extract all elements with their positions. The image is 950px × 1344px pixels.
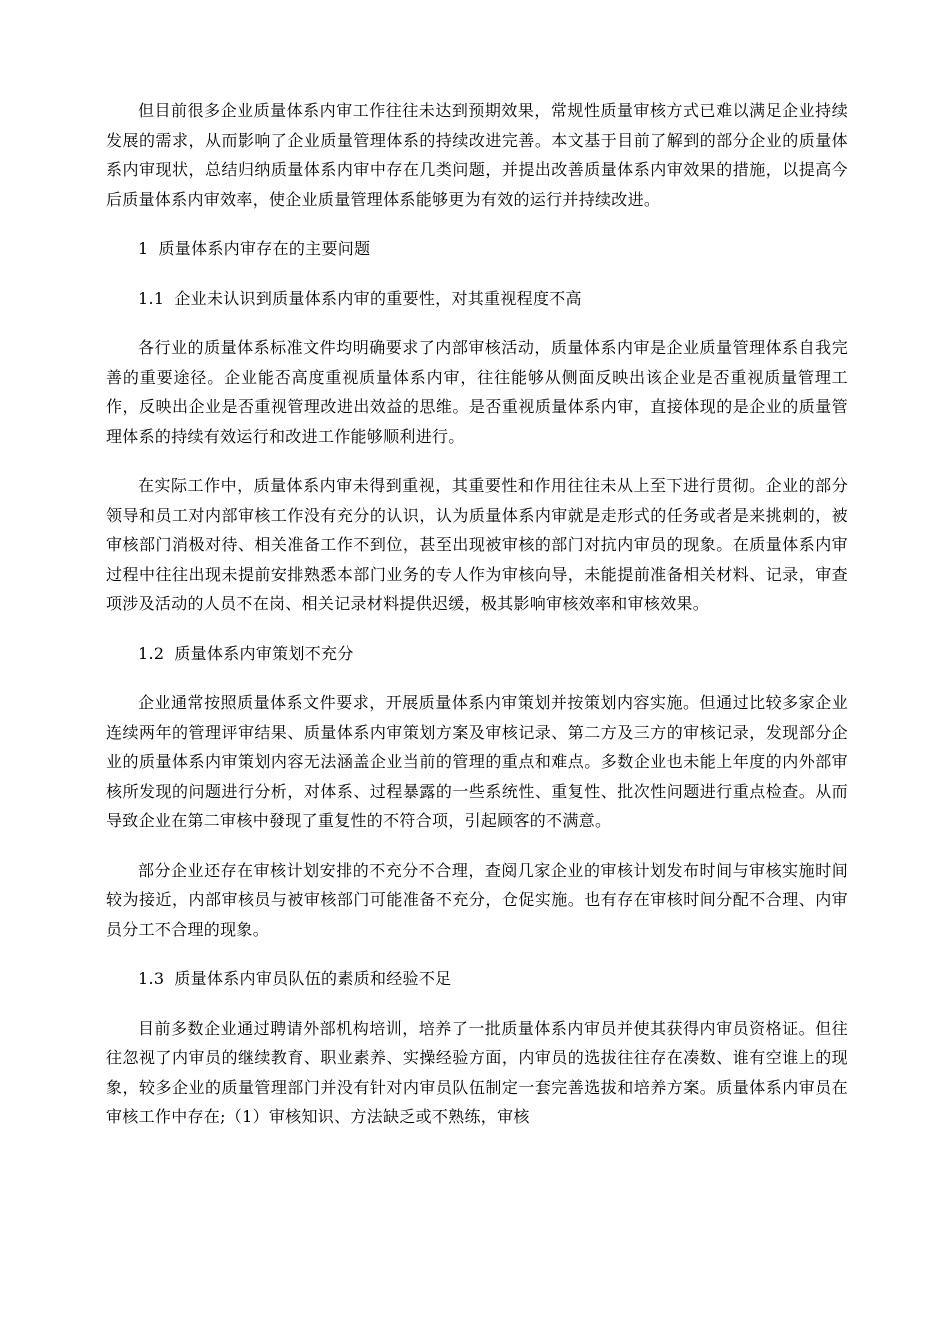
paragraph: 目前多数企业通过聘请外部机构培训，培养了一批质量体系内审员并使其获得内审员资格证。但往往忽视了内审员的继续教育、职业素养、实操经验方面，内审员的选拔往往存在凑数、谁有空谁上的现象，较多企业的质量管理部门并没有针对内审员队伍制定一套完善选拔和培养方案。质量体系内审员在审核工作中存在;（1）审核知识、方法缺乏或不熟练，审核 xyxy=(106,1018,848,1126)
section-number: 1.2 xyxy=(138,643,165,663)
paragraph: 企业通常按照质量体系文件要求，开展质量体系内审策划并按策划内容实施。但通过比较多家企业连续两年的管理评审结果、质量体系内审策划方案及审核记录、第二方及三方的审核记录，发现部分企业的质量体系内审策划内容无法涵盖企业当前的管理的重点和难点。多数企业也未能上年度的内外部审核所发现的问题进行分析，对体系、过程暴露的一些系统性、重复性、批次性问题进行重点检查。从而导致企业在第二审核中發现了重复性的不符合项，引起顾客的不满意。 xyxy=(106,693,848,830)
paragraph: 在实际工作中，质量体系内审未得到重视，其重要性和作用往往未从上至下进行贯彻。企业的部分领导和员工对内部审核工作没有充分的认识，认为质量体系内审就是走形式的任务或者是来挑刺的，被审核部门消极对待、相关准备工作不到位，甚至出现被审核的部门对抗内审员的现象。在质量体系内审过程中往往出现未提前安排熟悉本部门业务的专人作为审核向导，未能提前准备相关材料、记录，审查项涉及活动的人员不在岗、相关记录材料提供迟缓，极其影响审核效率和审核效果。 xyxy=(106,476,848,613)
paragraph: 各行业的质量体系标准文件均明确要求了内部审核活动，质量体系内审是企业质量管理体系自我完善的重要途径。企业能否高度重视质量体系内审，往往能够从侧面反映出该企业是否重视质量管理工作，反映出企业是否重视管理改进出效益的思维。是否重视质量体系内审，直接体现的是企业的质量管理体系的持续有效运行和改进工作能够顺利进行。 xyxy=(106,338,848,446)
section-title: 质量体系内审策划不充分 xyxy=(174,643,354,663)
section-heading-1-1 xyxy=(106,284,848,314)
document-page xyxy=(106,96,848,1152)
section-heading-1 xyxy=(106,234,848,264)
section-number: 1 xyxy=(138,239,149,258)
section-number: 1.1 xyxy=(138,288,165,308)
section-heading-1-2 xyxy=(106,639,848,669)
section-title: 企业未认识到质量体系内审的重要性，对其重视程度不高 xyxy=(174,288,582,308)
section-number: 1.3 xyxy=(138,969,165,988)
section-heading-1-3 xyxy=(106,964,848,994)
section-title: 质量体系内审存在的主要问题 xyxy=(158,239,371,258)
paragraph-intro: 但目前很多企业质量体系内审工作往往未达到预期效果，常规性质量审核方式已难以满足企业持续发展的需求，从而影响了企业质量管理体系的持续改进完善。本文基于目前了解到的部分企业的质量体系内审现状，总结归纳质量体系内审中存在几类问题，并提出改善质量体系内审效果的措施，以提高今后质量体系内审效率，使企业质量管理体系能够更为有效的运行并持续改进。 xyxy=(106,101,848,209)
section-title: 质量体系内审员队伍的素质和经验不足 xyxy=(174,969,452,988)
paragraph: 部分企业还存在审核计划安排的不充分不合理，查阅几家企业的审核计划发布时间与审核实施时间较为接近，内部审核员与被审核部门可能准备不充分，仓促实施。也有存在审核时间分配不合理、内审员分工不合理的现象。 xyxy=(106,860,848,939)
